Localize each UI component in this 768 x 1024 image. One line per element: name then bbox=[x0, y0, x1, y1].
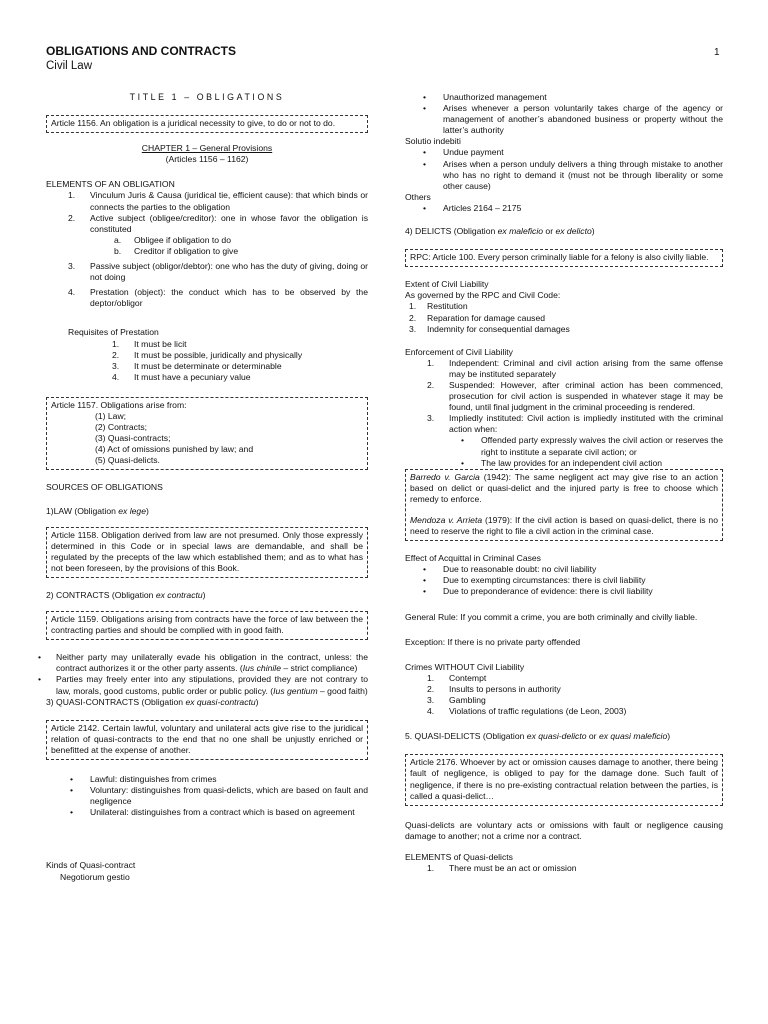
list-item: 1. Restitution bbox=[409, 301, 468, 312]
document-subtitle: Civil Law bbox=[46, 60, 93, 72]
sources-heading: SOURCES OF OBLIGATIONS bbox=[46, 482, 163, 493]
article-1159-box: Article 1159. Obligations arising from contracts have the force of law between the contracting parties and should be complied with in good faith. bbox=[46, 611, 368, 640]
list-item: • Due to preponderance of evidence: there is civil liability bbox=[423, 586, 653, 597]
rpc-100-box: RPC: Article 100. Every person criminally liable for a felony is also civilly liable. bbox=[405, 249, 723, 267]
acquittal-bullets bbox=[405, 564, 723, 597]
quasi-bullets bbox=[46, 774, 368, 818]
list-item: 4. Prestation (object): the conduct which has to be observed by the deptor/obligor bbox=[68, 287, 368, 309]
list-item: 2. Suspended: However, after criminal action has been commenced, prosecution for civil action is suspended in whatever stage it may be found, until final judgment in the criminal proceeding is rendered. bbox=[427, 379, 723, 413]
article-1158-box: Article 1158. Obligation derived from law are not presumed. Only those expressly determined in this Code or in special laws are demandable, and shall be regulated by the precepts of the law which established them; and as to what has not been foreseen, by the provisions of this Book. bbox=[46, 527, 368, 578]
others-bullets bbox=[405, 203, 723, 214]
list-item: • Parties may freely enter into any stipulations, provided they are not contrary to law, morals, good customs, public order or public policy. (Ius gentium – good faith) bbox=[38, 674, 368, 696]
sub-list-item: a. Obligee if obligation to do bbox=[114, 234, 231, 245]
list-item: (5) Quasi-delicts. bbox=[95, 455, 160, 466]
case-law-box bbox=[405, 469, 723, 541]
list-item: 3. Passive subject (obligor/debtor): one who has the duty of giving, doing or not doing bbox=[68, 261, 368, 283]
list-item: 1. Independent: Criminal and civil action arising from the same offense may be instituted separately bbox=[427, 357, 723, 379]
list-item: (2) Contracts; bbox=[95, 422, 148, 433]
list-item: 1. It must be licit bbox=[112, 338, 187, 349]
solutio-bullets bbox=[405, 147, 723, 191]
left-column bbox=[38, 92, 368, 883]
list-item: (3) Quasi-contracts; bbox=[95, 433, 171, 444]
barredo-case: Barredo v. Garcia (1942): The same negligent act may give rise to an action based on delict or quasi-delict and the injured party is free to choose which remedy to enforce. bbox=[410, 471, 718, 504]
page-number: 1 bbox=[714, 47, 720, 58]
list-item: (1) Law; bbox=[95, 410, 127, 421]
article-2176-box: Article 2176. Whoever by act or omission causes damage to another, there being fault of negligence, is obliged to pay for the damage done. Such fault of negligence, if there is no pre-existing contractual relation between the parties, is called a quasi-delict… bbox=[405, 754, 723, 805]
list-item: 3. Indemnity for consequential damages bbox=[409, 323, 570, 334]
extent-subheading: As governed by the RPC and Civil Code: bbox=[405, 290, 561, 301]
list-item: 2. Insults to persons in authority bbox=[427, 683, 561, 694]
list-item: 2. Active subject (obligee/creditor): one in whose favor the obligation is constituted bbox=[68, 212, 368, 234]
negotiorum-bullets bbox=[405, 92, 723, 136]
list-item: • Undue payment bbox=[423, 147, 504, 158]
list-item: 3. It must be determinate or determinable bbox=[112, 360, 282, 371]
list-item: • Lawful: distinguishes from crimes bbox=[70, 774, 217, 785]
list-item: 4. It must have a pecuniary value bbox=[112, 371, 251, 382]
kinds-heading: Kinds of Quasi-contract bbox=[46, 860, 136, 871]
list-item: 4. Violations of traffic regulations (de Leon, 2003) bbox=[427, 706, 627, 717]
qd-elements-list bbox=[405, 863, 723, 874]
document-title: OBLIGATIONS AND CONTRACTS bbox=[46, 44, 236, 58]
article-1157-heading: Article 1157. Obligations arise from: bbox=[51, 399, 187, 410]
quasi-delicts-heading: 5. QUASI-DELICTS (Obligation ex quasi-delicto or ex quasi maleficio) bbox=[405, 731, 671, 742]
enforcement-list bbox=[405, 358, 723, 469]
list-item: 1. Vinculum Juris & Causa (juridical tie, efficient cause): that which binds or connects the parties to the obligation bbox=[68, 190, 368, 212]
list-item: 1. Contempt bbox=[427, 672, 487, 683]
quasi-contracts-heading: 3) QUASI-CONTRACTS (Obligation ex quasi-contractu) bbox=[46, 696, 259, 707]
contracts-heading: 2) CONTRACTS (Obligation ex contractu) bbox=[46, 590, 206, 600]
list-item: • Offended party expressly waives the civil action or reserves the right to institute a separate civil action; or bbox=[461, 435, 723, 457]
article-1157-list bbox=[51, 411, 363, 466]
enforcement-heading: Enforcement of Civil Liability bbox=[405, 346, 513, 357]
requisites-list bbox=[46, 339, 368, 383]
chapter-heading: CHAPTER 1 – General Provisions bbox=[141, 143, 273, 154]
crimes-heading: Crimes WITHOUT Civil Liability bbox=[405, 661, 525, 672]
qd-elements-heading: ELEMENTS of Quasi-delicts bbox=[405, 851, 513, 862]
requisites-heading: Requisites of Prestation bbox=[68, 327, 159, 338]
quasi-delict-definition: Quasi-delicts are voluntary acts or omissions with fault or negligence causing damage to another; not a crime nor a contract. bbox=[405, 819, 723, 841]
extent-list bbox=[405, 301, 723, 334]
list-item: 1. There must be an act or omission bbox=[427, 862, 577, 873]
extent-heading: Extent of Civil Liability bbox=[405, 279, 489, 290]
mendoza-case: Mendoza v. Arrieta (1979): If the civil action is based on quasi-delict, there is no need to reserve the right to file a civil action in the criminal case. bbox=[410, 515, 718, 537]
list-item: 2. It must be possible, juridically and physically bbox=[112, 349, 303, 360]
others-heading: Others bbox=[405, 191, 431, 202]
list-item: • Arises whenever a person voluntarily takes charge of the agency or management of another’s abandoned business or property without the latter’s authority bbox=[423, 103, 723, 136]
list-item: • Unilateral: distinguishes from a contract which is based on agreement bbox=[70, 807, 355, 818]
list-item: 2. Reparation for damage caused bbox=[409, 312, 546, 323]
enforcement-bullets bbox=[427, 435, 723, 468]
list-item: (4) Act of omissions punished by law; and bbox=[95, 444, 254, 455]
list-item: • Due to exempting circumstances: there is civil liability bbox=[423, 575, 646, 586]
acquittal-heading: Effect of Acquittal in Criminal Cases bbox=[405, 553, 541, 564]
list-item: • Unauthorized management bbox=[423, 92, 547, 102]
solutio-heading: Solutio indebiti bbox=[405, 136, 461, 147]
list-item: • The law provides for an independent civil action bbox=[461, 457, 663, 468]
article-1156-box: Article 1156. An obligation is a juridical necessity to give, to do or not to do. bbox=[46, 115, 368, 133]
chapter-articles: (Articles 1156 – 1162) bbox=[165, 154, 249, 165]
list-item: • Due to reasonable doubt: no civil liability bbox=[423, 564, 597, 575]
exception: Exception: If there is no private party offended bbox=[405, 636, 581, 647]
general-rule: General Rule: If you commit a crime, you are both criminally and civilly liable. bbox=[405, 611, 698, 622]
crimes-list bbox=[405, 673, 723, 717]
law-heading: 1)LAW (Obligation ex lege) bbox=[46, 505, 149, 516]
kinds-first-item: Negotiorum gestio bbox=[60, 871, 130, 882]
list-item: 3. Gambling bbox=[427, 695, 486, 706]
delicts-heading: 4) DELICTS (Obligation ex maleficio or ex delicto) bbox=[405, 226, 595, 237]
article-1157-box bbox=[46, 397, 368, 471]
contract-bullets bbox=[38, 652, 368, 696]
elements-heading: ELEMENTS OF AN OBLIGATION bbox=[46, 179, 175, 190]
sub-list-item: b. Creditor if obligation to give bbox=[114, 245, 239, 256]
list-item: • Arises when a person unduly delivers a thing through mistake to another who has no right to demand it (must not be through liberality or some other cause) bbox=[423, 158, 723, 191]
list-item: • Voluntary: distinguishes from quasi-delicts, which are based on fault and negligence bbox=[70, 785, 368, 807]
article-2142-box: Article 2142. Certain lawful, voluntary and unilateral acts give rise to the juridical relation of quasi-contracts to the end that no one shall be unjustly enriched or benefitted at the expense of another. bbox=[46, 720, 368, 760]
list-item: • Articles 2164 – 2175 bbox=[423, 202, 522, 213]
right-column bbox=[405, 92, 723, 874]
title-heading: TITLE 1 – OBLIGATIONS bbox=[129, 92, 285, 102]
list-item: 3. Impliedly instituted: Civil action is impliedly instituted with the criminal action when: bbox=[427, 413, 723, 435]
elements-list bbox=[46, 190, 368, 309]
list-item: • Neither party may unilaterally evade his obligation in the contract, unless: the contract authorizes it or the other party assents. (Ius chinile – strict compliance) bbox=[38, 652, 368, 674]
